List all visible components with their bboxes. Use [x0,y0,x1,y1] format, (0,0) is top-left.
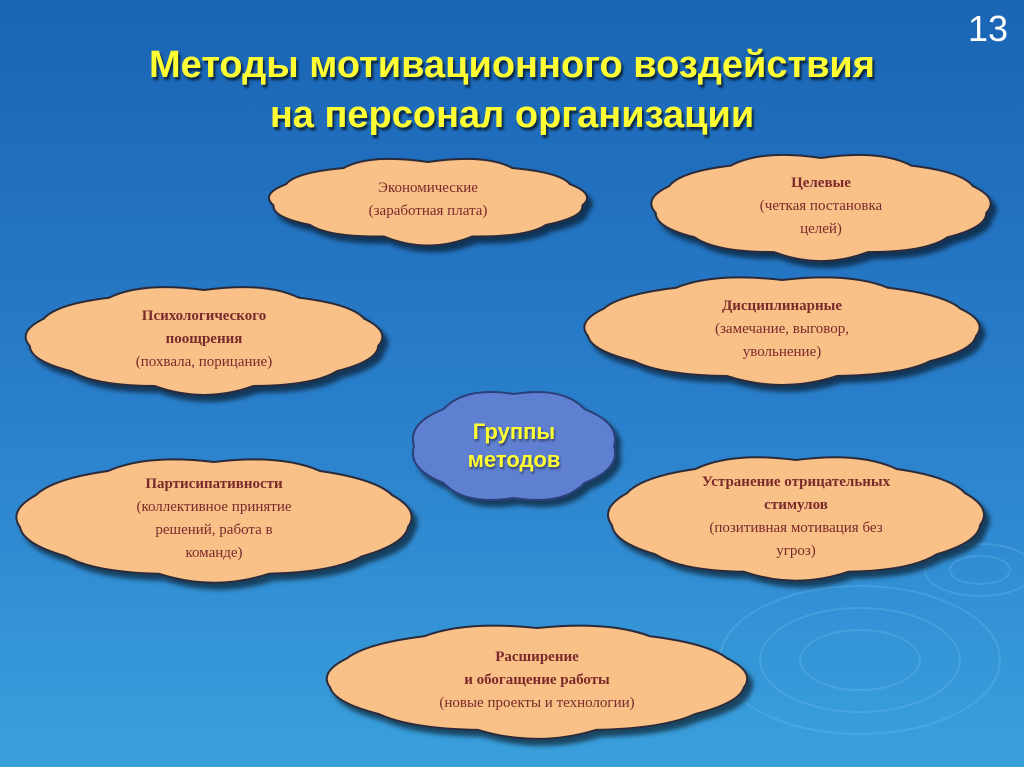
cloud-center-groups [400,382,628,510]
negative-stimuli-detail-line-1: (позитивная мотивация без [709,520,883,536]
participative-detail-line-2: решений, работа в [155,522,273,538]
cloud-target [640,146,1002,266]
psychological-detail: (похвала, порицание) [135,353,273,370]
psychological-heading-line-1: Психологического [141,307,267,324]
title-line-1: Методы мотивационного воздействия [149,44,875,86]
negative-stimuli-heading-line-2: стимулов [764,497,828,513]
cloud-participative [4,450,424,588]
participative-detail-line-1: (коллективное принятие [136,499,292,515]
cloud-economic [258,150,598,250]
enrichment-heading-line-2: и обогащение работы [464,671,610,688]
enrichment-detail: (новые проекты и технологии) [439,694,635,711]
cloud-disciplinary [572,268,992,390]
center-line-1: Группы [472,419,556,444]
target-detail-line-2: целей) [800,220,842,237]
slide-number: 13 [967,8,1008,49]
economic-heading: Экономические [378,180,478,196]
disciplinary-heading: Дисциплинарные [721,297,843,314]
target-heading: Целевые [791,174,851,191]
negative-stimuli-detail-line-2: угроз) [776,543,816,559]
center-line-2: методов [467,447,561,472]
disciplinary-detail-line-2: увольнение) [742,343,822,360]
disciplinary-detail-line-1: (замечание, выговор, [715,320,849,337]
cloud-psychological [14,278,394,400]
negative-stimuli-heading-line-1: Устранение отрицательных [701,474,891,490]
title-line-2: на персонал организации [269,94,755,136]
cloud-enrichment [314,616,760,744]
participative-heading: Партисипативности [145,476,283,492]
cloud-negative-stimuli [596,448,996,586]
enrichment-heading-line-1: Расширение [495,648,579,665]
target-detail-line-1: (четкая постановка [759,197,883,214]
slide-title [40,40,984,140]
economic-detail: (заработная плата) [368,203,488,219]
participative-detail-line-3: команде) [185,545,243,561]
psychological-heading-line-2: поощрения [165,330,243,347]
